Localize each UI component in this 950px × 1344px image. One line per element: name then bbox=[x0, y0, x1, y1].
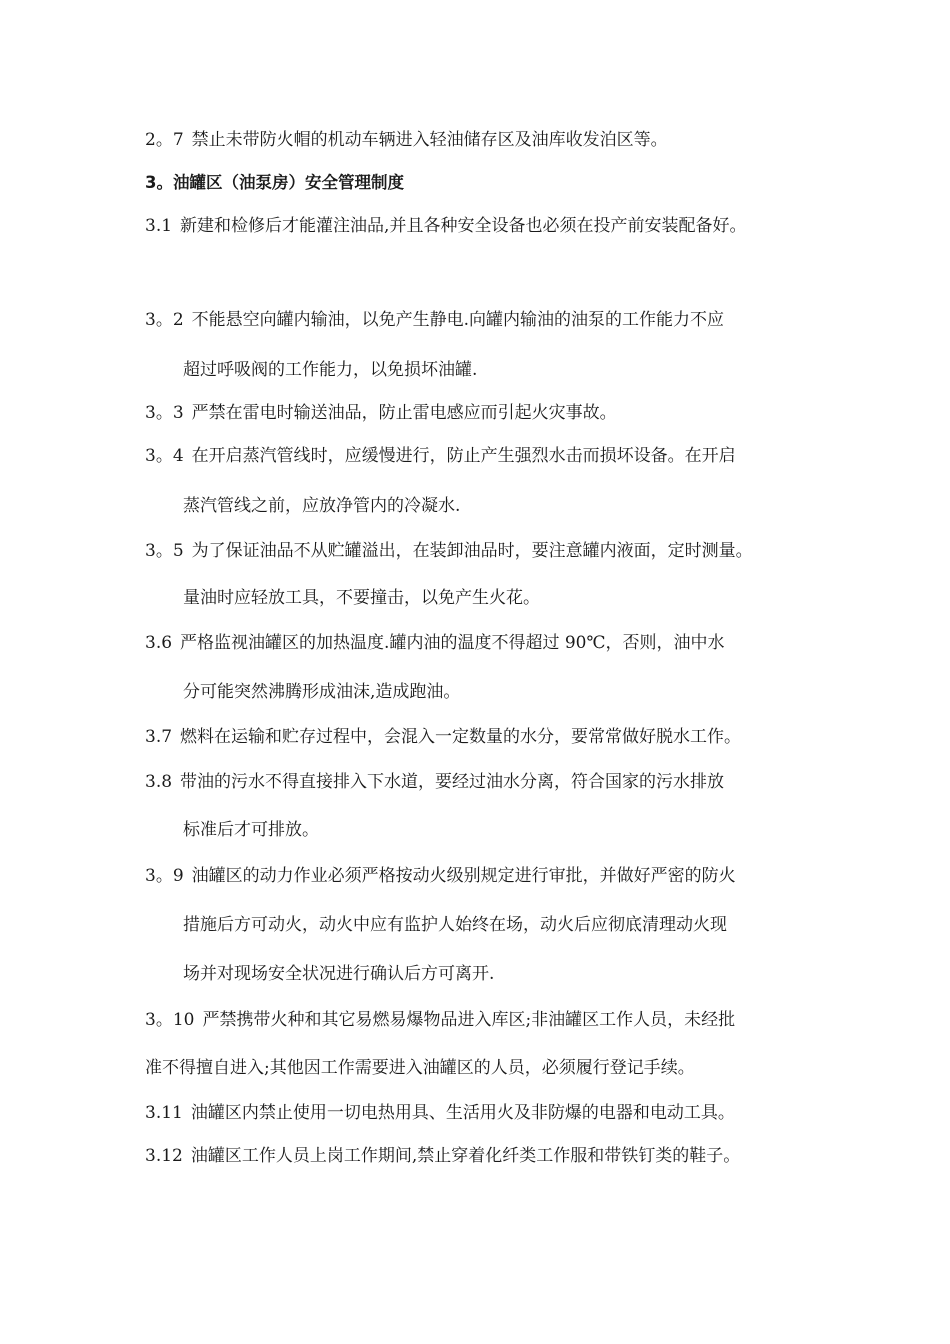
clause-text: 不能悬空向罐内输油，以免产生静电.向罐内输油的油泵的工作能力不应 bbox=[191, 310, 725, 330]
clause-text: 为了保证油品不从贮罐溢出，在装卸油品时，要注意罐内液面，定时测量。 bbox=[191, 541, 753, 561]
clause-number: 3.11 bbox=[145, 1103, 183, 1123]
clause-text: 油罐区内禁止使用一切电热用具、生活用火及非防爆的电器和电动工具。 bbox=[190, 1103, 735, 1123]
clause-continuation: 场并对现场安全状况进行确认后方可离开. bbox=[183, 964, 495, 984]
clause-continuation: 蒸汽管线之前，应放净管内的冷凝水. bbox=[183, 496, 461, 516]
clause-3-2 bbox=[145, 308, 724, 332]
clause-3-12 bbox=[145, 1144, 740, 1168]
clause-3-11 bbox=[145, 1101, 735, 1125]
clause-3-3 bbox=[145, 401, 617, 425]
clause-text: 燃料在运输和贮存过程中，会混入一定数量的水分，要常常做好脱水工作。 bbox=[180, 727, 742, 747]
clause-number: 3.6 bbox=[145, 633, 173, 653]
clause-3-9 bbox=[145, 864, 736, 888]
clause-3-6 bbox=[145, 631, 725, 655]
clause-text: 油罐区工作人员上岗工作期间,禁止穿着化纤类工作服和带铁钉类的鞋子。 bbox=[190, 1146, 741, 1166]
clause-continuation: 量油时应轻放工具，不要撞击，以免产生火花。 bbox=[183, 588, 540, 608]
clause-text: 严禁在雷电时输送油品，防止雷电感应而引起火灾事故。 bbox=[191, 403, 617, 423]
clause-continuation: 措施后方可动火，动火中应有监护人始终在场，动火后应彻底清理动火现 bbox=[183, 915, 727, 935]
clause-number: 3。2 bbox=[145, 310, 184, 330]
clause-number: 3.7 bbox=[145, 727, 173, 747]
clause-continuation: 超过呼吸阀的工作能力，以免损坏油罐. bbox=[183, 360, 478, 380]
clause-text: 严禁携带火种和其它易燃易爆物品进入库区;非油罐区工作人员，未经批 bbox=[202, 1010, 736, 1030]
clause-number: 3。5 bbox=[145, 541, 184, 561]
clause-continuation: 准不得擅自进入;其他因工作需要进入油罐区的人员，必须履行登记手续。 bbox=[145, 1058, 695, 1078]
clause-number: 3。9 bbox=[145, 866, 184, 886]
clause-text: 禁止未带防火帽的机动车辆进入轻油储存区及油库收发泊区等。 bbox=[191, 130, 668, 150]
section-heading: 3。油罐区（油泵房）安全管理制度 bbox=[145, 173, 404, 192]
clause-number: 3.12 bbox=[145, 1146, 183, 1166]
clause-3-8 bbox=[145, 770, 724, 794]
clause-text: 在开启蒸汽管线时，应缓慢进行，防止产生强烈水击而损坏设备。在开启 bbox=[191, 446, 736, 466]
clause-3-10 bbox=[145, 1008, 735, 1032]
clause-number: 3。4 bbox=[145, 446, 184, 466]
clause-continuation: 分可能突然沸腾形成油沫,造成跑油。 bbox=[183, 682, 461, 702]
clause-continuation: 标准后才可排放。 bbox=[183, 820, 319, 840]
clause-3-5 bbox=[145, 539, 753, 563]
clause-text: 新建和检修后才能灌注油品,并且各种安全设备也必须在投产前安装配备好。 bbox=[180, 216, 747, 236]
clause-number: 2。7 bbox=[145, 130, 184, 150]
clause-2-7 bbox=[145, 128, 668, 152]
clause-text: 油罐区的动力作业必须严格按动火级别规定进行审批，并做好严密的防火 bbox=[191, 866, 736, 886]
clause-number: 3。10 bbox=[145, 1010, 195, 1030]
clause-3-1 bbox=[145, 214, 746, 238]
clause-3-4 bbox=[145, 444, 736, 468]
clause-text: 严格监视油罐区的加热温度.罐内油的温度不得超过 90℃，否则，油中水 bbox=[180, 633, 725, 653]
clause-number: 3.1 bbox=[145, 216, 173, 236]
clause-text: 带油的污水不得直接排入下水道，要经过油水分离，符合国家的污水排放 bbox=[180, 772, 725, 792]
clause-number: 3.8 bbox=[145, 772, 173, 792]
clause-number: 3。3 bbox=[145, 403, 184, 423]
clause-3-7 bbox=[145, 725, 741, 749]
